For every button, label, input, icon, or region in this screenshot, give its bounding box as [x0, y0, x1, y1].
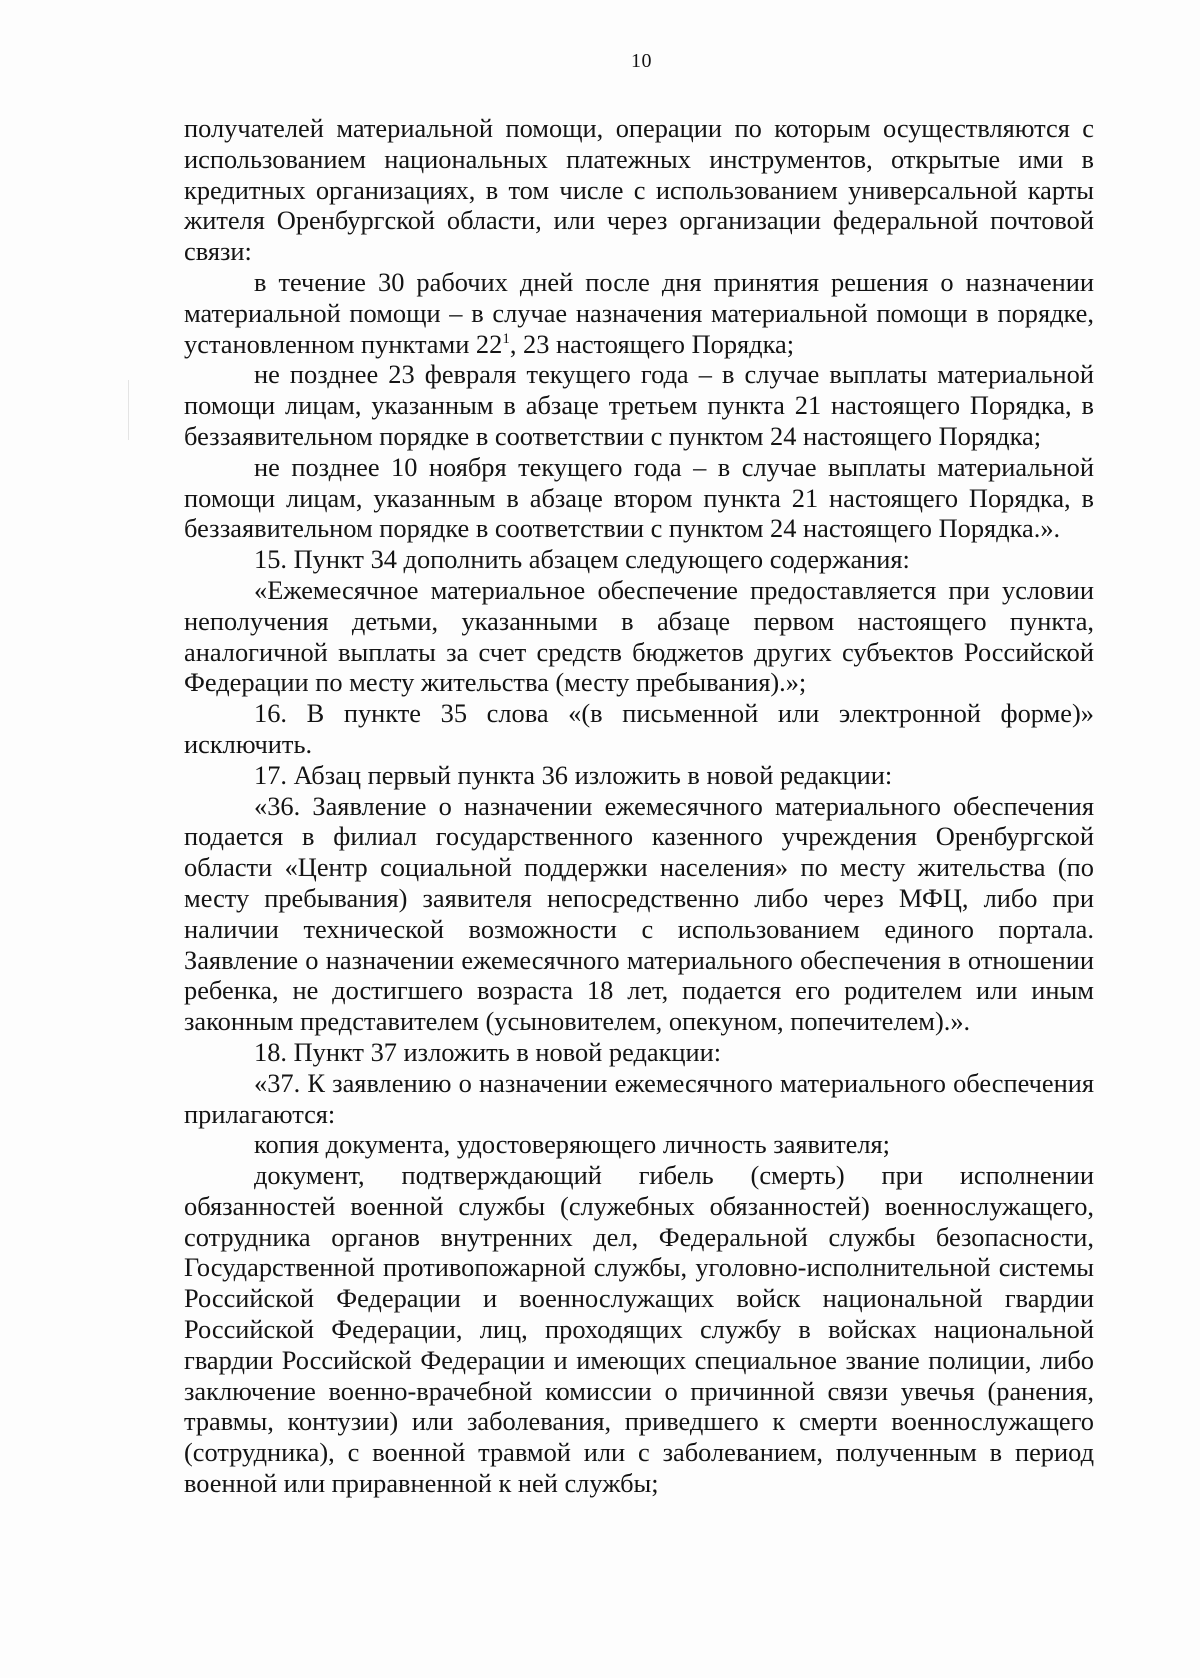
- paragraph-item-37-attachments: «37. К заявлению о назначении ежемесячного материального обеспечения прилагаются:: [184, 1067, 1094, 1129]
- paragraph-november-10: не позднее 10 ноября текущего года – в случае выплаты материальной помощи лицам, указанным в абзаце втором пункта 21 настоящего Порядка, в беззаявительном порядке в соответствии с пунктом 24 настоящего Порядка.».: [184, 451, 1094, 544]
- document-body: [184, 113, 1094, 1499]
- paragraph-monthly-support: «Ежемесячное материальное обеспечение предоставляется при условии неполучения детьми, указанными в абзаце первом настоящего пункта, аналогичной выплаты за счет средств бюджетов других субъектов Российской Федерации по месту жительства (месту пребывания).»;: [184, 574, 1094, 698]
- scan-margin-mark: [128, 380, 129, 440]
- paragraph-30-days: [184, 267, 1094, 359]
- paragraph-item-36-application: «36. Заявление о назначении ежемесячного материального обеспечения подается в филиал государственного казенного учреждения Оренбургской области «Центр социальной поддержки населения» по месту жительства (по месту пребывания) заявителя непосредственно либо через МФЦ, либо при наличии технической возможности с использованием единого портала. Заявление о назначении ежемесячного материального обеспечения в отношении ребенка, не достигшего возраста 18 лет, подается его родителем или иным законным представителем (усыновителем, опекуном, попечителем).».: [184, 790, 1094, 1037]
- paragraph-item-15: 15. Пункт 34 дополнить абзацем следующего содержания:: [254, 544, 910, 575]
- paragraph-death-document: документ, подтверждающий гибель (смерть) при исполнении обязанностей военной службы (служебных обязанностей) военнослужащего, сотрудника органов внутренних дел, Федеральной службы безопасности, Государственной противопожарной службы, уголовно-исполнительной системы Российской Федерации и военнослужащих войск национальной гвардии Российской Федерации, лиц, проходящих службу в войсках национальной гвардии Российской Федерации и имеющих специальное звание полиции, либо заключение военно-врачебной комиссии о причинной связи увечья (ранения, травмы, контузии) или заболевания, приведшего к смерти военнослужащего (сотрудника), с военной травмой или с заболеванием, полученным в период военной или приравненной к ней службы;: [184, 1160, 1094, 1499]
- paragraph-recipients: получателей материальной помощи, операции по которым осуществляются с использованием национальных платежных инструментов, открытые ими в кредитных организациях, в том числе с использованием универсальной карты жителя Оренбургской области, или через организации федеральной почтовой связи:: [184, 113, 1094, 267]
- paragraph-text: , 23 настоящего Порядка;: [509, 328, 795, 359]
- paragraph-identity-copy: копия документа, удостоверяющего личность заявителя;: [254, 1129, 891, 1160]
- paragraph-item-17: 17. Абзац первый пункта 36 изложить в новой редакции:: [254, 759, 893, 790]
- page-number: 10: [631, 50, 652, 72]
- paragraph-item-16: 16. В пункте 35 слова «(в письменной или электронной форме)» исключить.: [184, 698, 1094, 759]
- superscript: 1: [502, 330, 510, 347]
- paragraph-february-23: не позднее 23 февраля текущего года – в случае выплаты материальной помощи лицам, указанным в абзаце третьем пункта 21 настоящего Порядка, в беззаявительном порядке в соответствии с пунктом 24 настоящего Порядка;: [184, 359, 1094, 451]
- paragraph-text: в течение 30 рабочих дней после дня принятия решения о назначении материальной помощи – в случае назначения материальной помощи в порядке, установленном пунктами 22: [184, 266, 1094, 359]
- paragraph-item-18: 18. Пункт 37 изложить в новой редакции:: [254, 1036, 722, 1067]
